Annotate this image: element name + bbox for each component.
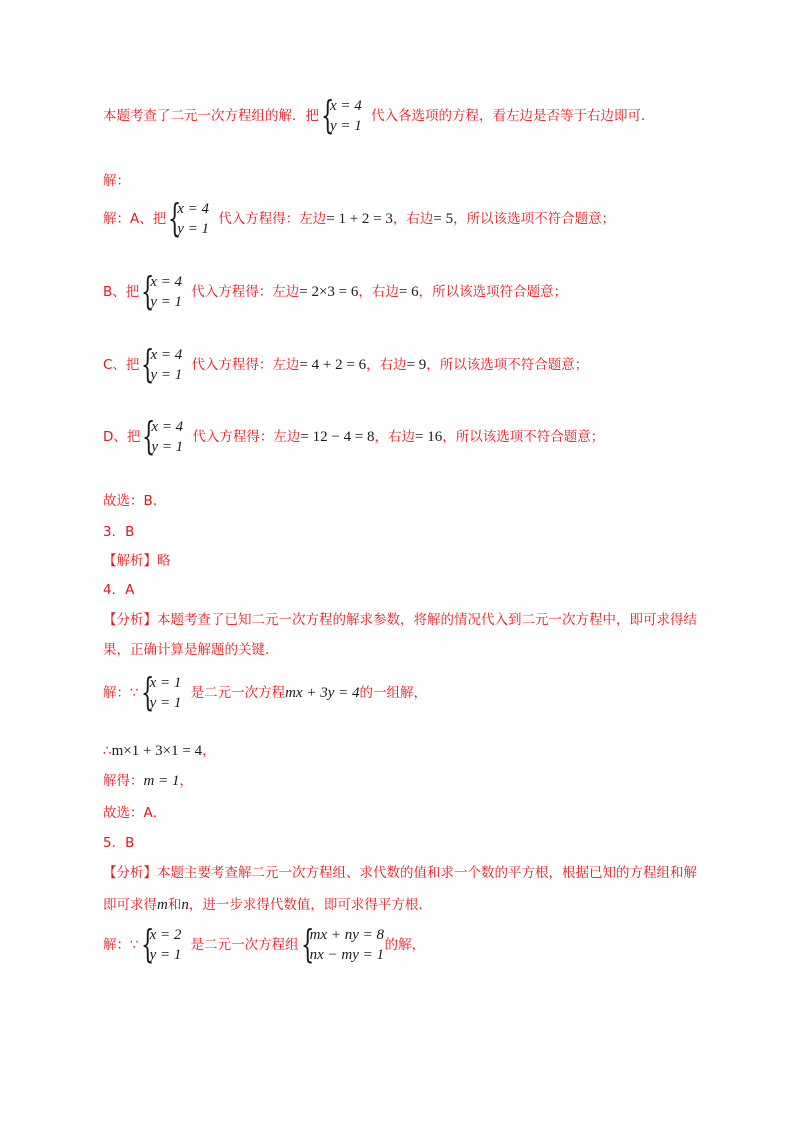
q5-answer: 5．B	[103, 835, 135, 851]
q4-solution-line: 解：∵ { x = 1 y = 1 是二元一次方程mx + 3y = 4的一组解，	[103, 670, 427, 714]
equation-system: { x = 4 y = 1	[168, 196, 210, 240]
q3-analysis: 【解析】略	[103, 553, 171, 569]
brace-icon: {	[140, 670, 154, 714]
equation-system: { x = 1 y = 1	[140, 670, 182, 714]
option-a-line: 解：A、把 { x = 4 y = 1 代入方程得：左边= 1 + 2 = 3，右边= 5，所以该选项不符合题意；	[103, 196, 616, 240]
brace-icon: {	[140, 922, 154, 966]
q2-choice: 故选：B．	[103, 493, 167, 509]
equation-system: { x = 4 y = 1	[321, 93, 362, 137]
solution-label: 解：	[103, 173, 130, 189]
q5-analysis-1: 【分析】本题主要考查解二元一次方程组、求代数的值和求一个数的平方根，根据已知的方程组和解	[103, 865, 697, 881]
q4-solve-line: 解得：m = 1，	[103, 773, 193, 789]
brace-icon: {	[168, 196, 182, 240]
option-b-line: B、把 { x = 4 y = 1 代入方程得：左边= 2×3 = 6，右边= 6，所以该选项符合题意；	[103, 269, 568, 313]
equation-system: { mx + ny = 8 nx − my = 1	[300, 922, 384, 966]
brace-icon: {	[142, 414, 156, 458]
q2-analysis-post: 代入各选项的方程，看左边是否等于右边即可．	[371, 108, 655, 124]
q2-analysis-line	[103, 93, 655, 137]
brace-icon: {	[141, 269, 155, 313]
option-c-line: C、把 { x = 4 y = 1 代入方程得：左边= 4 + 2 = 6，右边= 9，所以该选项不符合题意；	[103, 342, 589, 386]
q4-analysis-1: 【分析】本题考查了已知二元一次方程的解求参数，将解的情况代入到二元一次方程中，即可求得结	[103, 612, 697, 628]
brace-icon: {	[300, 922, 314, 966]
option-d-line: D、把 { x = 4 y = 1 代入方程得：左边= 12 − 4 = 8，右边= 16，所以该选项不符合题意；	[103, 414, 605, 458]
brace-icon: {	[141, 342, 155, 386]
equation-system: { x = 4 y = 1	[141, 269, 183, 313]
q3-answer: 3．B	[103, 524, 135, 540]
brace-icon: {	[321, 93, 335, 137]
q5-solution-line: 解：∵ { x = 2 y = 1 是二元一次方程组 { mx + ny = 8 nx − my = 1 的解，	[103, 922, 426, 966]
q4-answer: 4．A	[103, 582, 135, 598]
equation-system: { x = 4 y = 1	[142, 414, 184, 458]
equation-system: { x = 2 y = 1	[140, 922, 182, 966]
q5-analysis-2: 即可求得m和n，进一步求得代数值，即可求得平方根．	[103, 897, 432, 913]
equation-system: { x = 4 y = 1	[141, 342, 183, 386]
q2-analysis-pre: 本题考查了二元一次方程组的解．把	[103, 108, 319, 124]
q4-choice: 故选：A．	[103, 805, 167, 821]
q4-calc-line: ∴m×1 + 3×1 = 4，	[103, 743, 216, 759]
q4-analysis-2: 果，正确计算是解题的关键．	[103, 642, 279, 658]
